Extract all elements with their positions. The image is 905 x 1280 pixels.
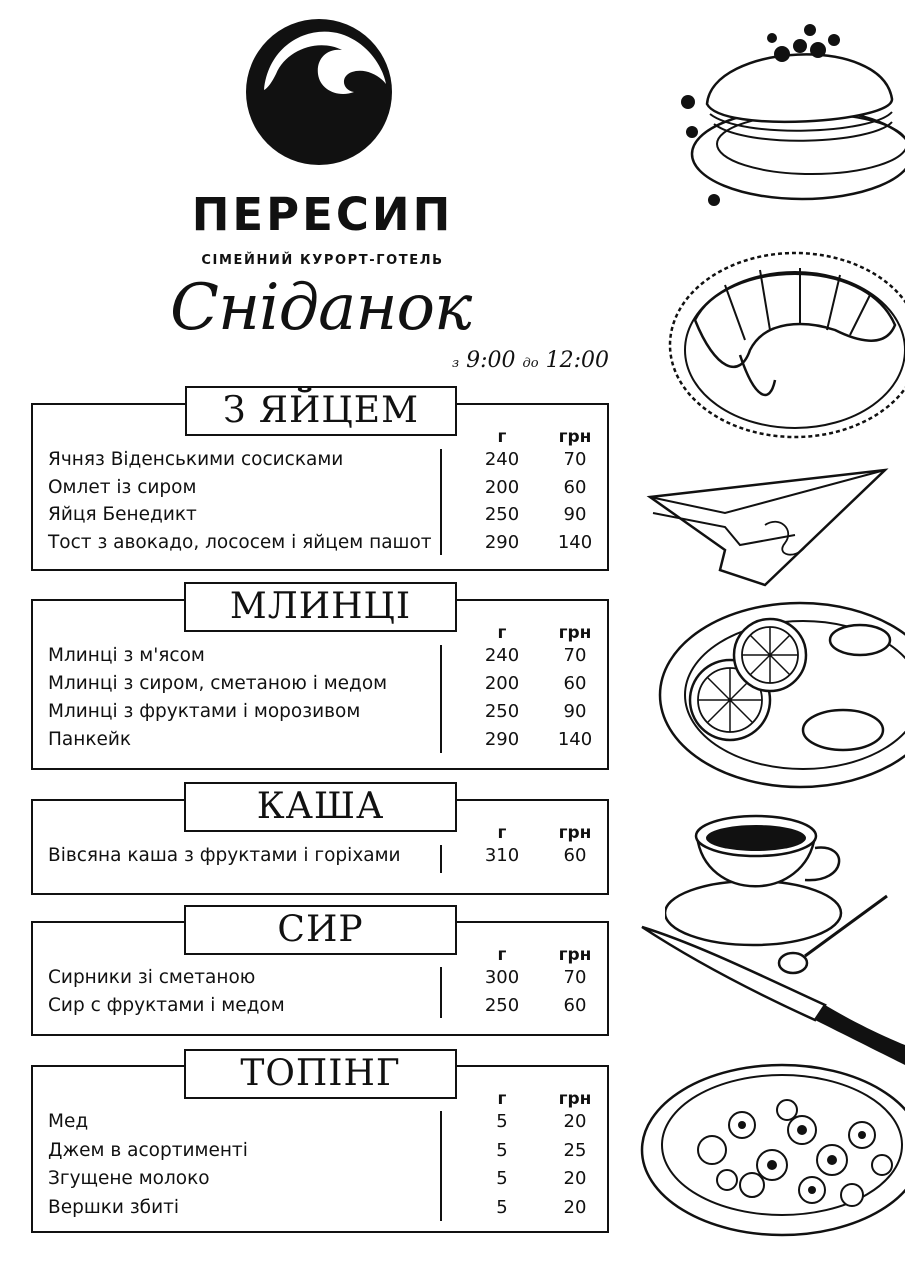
menu-item-name: Вершки збиті (48, 1196, 180, 1218)
menu-item-price: 60 (563, 673, 587, 694)
hours-from-word: з (452, 356, 460, 371)
menu-item-price: 20 (563, 1168, 587, 1189)
menu-item-price: 25 (563, 1139, 587, 1161)
menu-item-grams: 200 (484, 673, 520, 694)
column-header-price: грн (558, 623, 592, 643)
menu-item-name: Омлет із сиром (48, 476, 197, 498)
knife-illustration-icon (640, 925, 905, 1075)
menu-item-grams: 5 (496, 1111, 508, 1132)
menu-item-grams: 290 (484, 729, 520, 750)
section-title: МЛИНЦІ (184, 582, 457, 632)
hours-from: 9:00 (466, 348, 516, 373)
menu-item-grams: 240 (484, 449, 520, 470)
menu-item-name: Джем в асортименті (48, 1139, 248, 1161)
column-header-grams: г (497, 427, 507, 447)
section-title: КАША (184, 782, 457, 832)
menu-item-name: Панкейк (48, 729, 132, 750)
column-header-price: грн (558, 823, 592, 843)
croissant-illustration-icon (655, 240, 905, 460)
column-header-price: грн (558, 1089, 592, 1109)
menu-item-price: 140 (557, 531, 593, 553)
menu-item-grams: 250 (484, 504, 520, 525)
column-header-price: грн (558, 427, 592, 447)
breakfast-plate-illustration-icon (655, 595, 905, 800)
menu-item-price: 60 (563, 994, 587, 1016)
menu-item-price: 20 (563, 1111, 587, 1132)
menu-item-name: Сирники зі сметаною (48, 967, 256, 988)
sandwich-illustration-icon (645, 465, 890, 595)
menu-item-name: Ячняз Віденськими сосисками (48, 449, 344, 470)
menu-item-price: 70 (563, 449, 587, 470)
column-divider (440, 845, 442, 873)
serving-hours (452, 348, 622, 373)
menu-item-price: 60 (563, 476, 587, 498)
menu-item-grams: 5 (496, 1196, 508, 1218)
menu-title: Сніданок (170, 271, 472, 345)
column-divider (440, 449, 442, 555)
section-title: З ЯЙЦЕМ (185, 386, 457, 436)
menu-item-price: 70 (563, 645, 587, 666)
fruit-salad-illustration-icon (632, 1055, 905, 1240)
section-title: СИР (184, 905, 457, 955)
menu-item-name: Мед (48, 1111, 89, 1132)
column-header-grams: г (497, 945, 507, 965)
menu-item-grams: 250 (484, 994, 520, 1016)
column-divider (440, 645, 442, 753)
menu-item-name: Вівсяна каша з фруктами і горіхами (48, 845, 401, 866)
menu-item-grams: 5 (496, 1139, 508, 1161)
menu-item-name: Млинці з м'ясом (48, 645, 205, 666)
menu-item-price: 70 (563, 967, 587, 988)
menu-item-name: Тост з авокадо, лососем і яйцем пашот (48, 531, 432, 553)
brand-subtitle: СІМЕЙНИЙ КУРОРТ-ГОТЕЛЬ (201, 253, 444, 268)
menu-item-grams: 300 (484, 967, 520, 988)
section-title: ТОПІНГ (184, 1049, 457, 1099)
hours-to: 12:00 (545, 348, 609, 373)
menu-item-price: 90 (563, 701, 587, 722)
column-header-grams: г (497, 1089, 507, 1109)
column-divider (440, 1111, 442, 1221)
brand-name: ПЕРЕСИП (191, 188, 454, 241)
menu-item-price: 90 (563, 504, 587, 525)
menu-item-grams: 5 (496, 1168, 508, 1189)
menu-item-name: Млинці з сиром, сметаною і медом (48, 673, 388, 694)
column-header-price: грн (558, 945, 592, 965)
menu-item-name: Згущене молоко (48, 1168, 210, 1189)
menu-item-grams: 200 (484, 476, 520, 498)
column-header-grams: г (497, 623, 507, 643)
menu-item-price: 20 (563, 1196, 587, 1218)
menu-item-grams: 310 (484, 845, 520, 866)
menu-item-grams: 290 (484, 531, 520, 553)
menu-item-grams: 240 (484, 645, 520, 666)
hours-to-word: до (522, 356, 539, 371)
menu-item-name: Млинці з фруктами і морозивом (48, 701, 361, 722)
menu-item-name: Яйця Бенедикт (48, 504, 197, 525)
column-divider (440, 967, 442, 1018)
column-header-grams: г (497, 823, 507, 843)
menu-item-name: Сир с фруктами і медом (48, 994, 285, 1016)
menu-item-price: 140 (557, 729, 593, 750)
wave-logo-icon (246, 12, 392, 167)
pancakes-illustration-icon (652, 4, 905, 214)
menu-item-grams: 250 (484, 701, 520, 722)
menu-item-price: 60 (563, 845, 587, 866)
